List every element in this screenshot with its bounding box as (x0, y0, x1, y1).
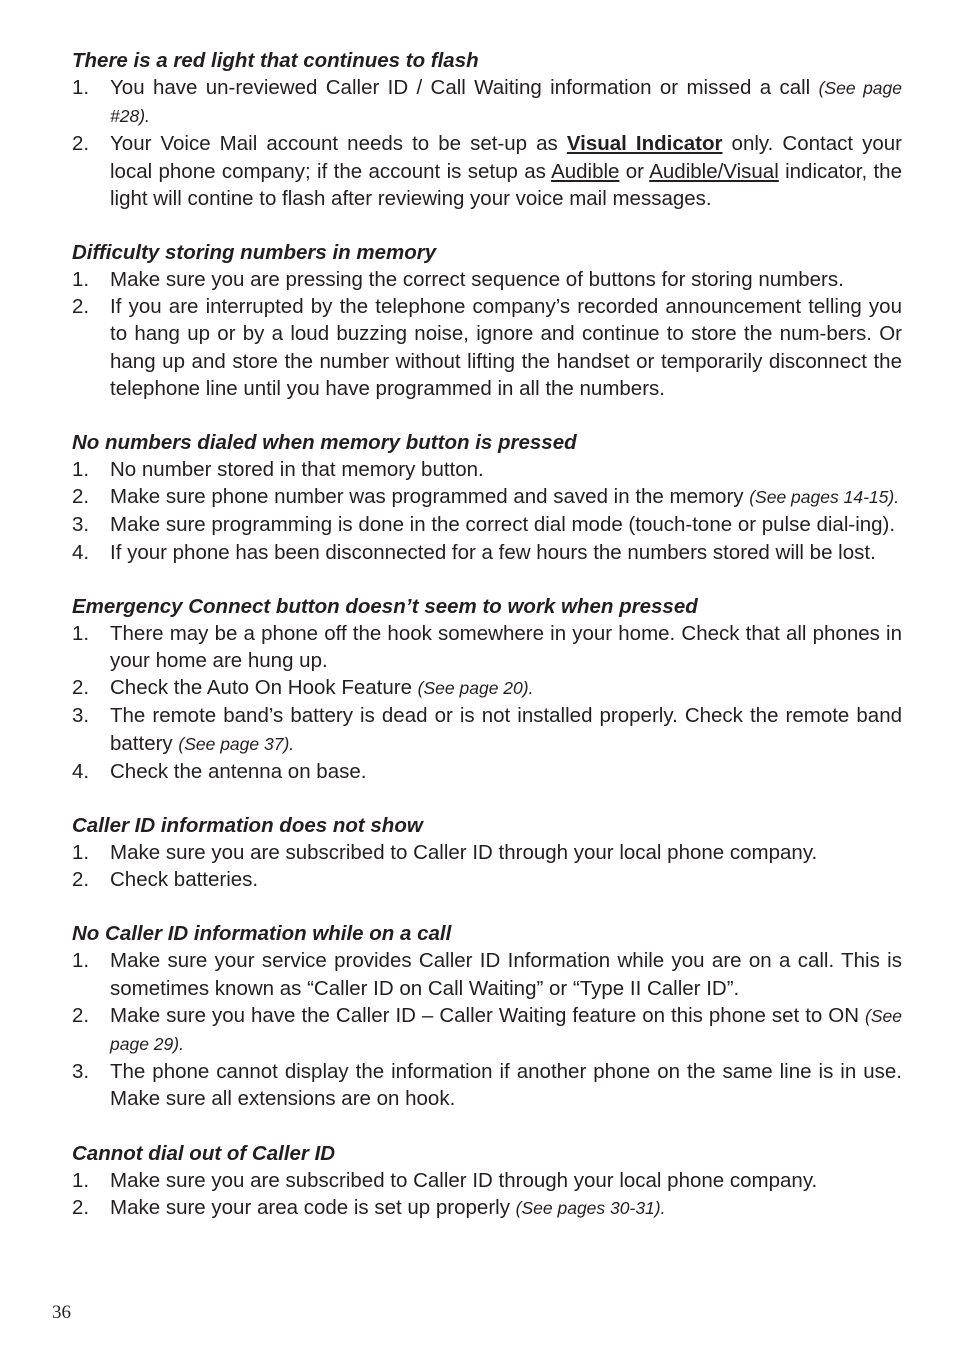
page-reference: (See pages 30-31). (515, 1197, 666, 1218)
item-text: only. Contact your local phone company; if the account is setup as (110, 132, 902, 183)
item-number: 1. (72, 1168, 90, 1192)
list-item (72, 511, 902, 538)
troubleshooting-section (72, 812, 902, 893)
section-heading: There is a red light that continues to flash (72, 49, 479, 72)
troubleshooting-section (72, 239, 902, 402)
section-heading: No numbers dialed when memory button is pressed (72, 431, 577, 455)
troubleshooting-section (72, 920, 902, 1112)
troubleshooting-content (72, 47, 902, 1249)
item-number: 4. (72, 759, 90, 783)
list-item (72, 266, 902, 293)
item-text: Make sure you have the Caller ID – Caller Waiting feature on this phone set to ON (110, 1003, 866, 1027)
list-item (72, 1167, 902, 1194)
item-text: indicator, the light will contine to flash after reviewing your voice mail messages. (110, 159, 902, 210)
list-item (72, 293, 902, 402)
list-item (72, 620, 902, 674)
item-list (72, 1167, 902, 1222)
section-heading: Emergency Connect button doesn’t seem to work when pressed (72, 594, 698, 618)
list-item (72, 1058, 902, 1112)
list-item (72, 947, 902, 1001)
item-number: 1. (72, 621, 90, 645)
item-list (72, 839, 902, 893)
list-item (72, 130, 902, 212)
emphasized-text: Audible (551, 159, 620, 183)
troubleshooting-section (72, 429, 902, 566)
item-number: 2. (72, 485, 90, 509)
list-item (72, 483, 902, 511)
list-item (72, 539, 902, 566)
list-item (72, 839, 902, 866)
page-number: 36 (52, 1302, 71, 1323)
list-item (72, 758, 902, 785)
item-list (72, 74, 902, 212)
item-number: 1. (72, 841, 90, 865)
item-text: Make sure your service provides Caller ID Information while you are on a call. This is sometimes known as “Caller ID on Call Waiting” or “Type II Caller ID”. (110, 949, 902, 1000)
troubleshooting-section (72, 47, 902, 212)
list-item (72, 74, 902, 130)
item-number: 1. (72, 949, 90, 973)
item-list (72, 266, 902, 402)
item-text: If your phone has been disconnected for a few hours the numbers stored will be lost. (110, 540, 876, 564)
emphasized-text: Visual Indicator (566, 132, 723, 156)
list-item (72, 1002, 902, 1058)
item-number: 1. (72, 76, 90, 99)
item-list (72, 620, 902, 785)
list-item (72, 674, 902, 702)
page-reference: (See page #28). (110, 78, 903, 127)
section-heading: Cannot dial out of Caller ID (72, 1141, 336, 1165)
sections-container (72, 47, 902, 1222)
item-text: You have un-reviewed Caller ID / Call Waiting information or missed a call (110, 76, 819, 99)
item-text: Make sure your area code is set up properly (110, 1195, 516, 1219)
item-text: There may be a phone off the hook somewhere in your home. Check that all phones in your home are hung up. (110, 621, 902, 673)
section-heading: No Caller ID information while on a call (72, 922, 452, 946)
item-number: 2. (72, 676, 90, 700)
item-text: If you are interrupted by the telephone company’s recorded announcement telling you to hang up or by a loud buzzing noise, ignore and continue to store the num-bers. Or hang up and store the number without lifting the handset or temporarily disconnect the telephone line until you have programmed in all the numbers. (110, 295, 902, 400)
section-heading: Caller ID information does not show (72, 814, 423, 838)
item-number: 2. (72, 132, 90, 156)
item-number: 2. (72, 868, 90, 892)
item-text: Your Voice Mail account needs to be set-up as (110, 132, 567, 156)
item-list (72, 456, 902, 566)
item-number: 1. (72, 268, 90, 292)
page-reference: (See pages 14-15). (749, 487, 900, 508)
item-text: or (619, 159, 650, 183)
item-text: Check batteries. (110, 868, 259, 892)
list-item (72, 1194, 902, 1222)
item-number: 3. (72, 704, 90, 728)
item-number: 2. (72, 1003, 90, 1027)
item-number: 4. (72, 540, 90, 564)
page-reference: (See page 29). (110, 1005, 902, 1055)
page-reference: (See page 37). (178, 733, 295, 754)
item-number: 2. (72, 295, 90, 319)
item-text: No number stored in that memory button. (110, 458, 484, 482)
item-number: 2. (72, 1195, 90, 1219)
troubleshooting-section (72, 1140, 902, 1222)
item-text: Make sure you are pressing the correct sequence of buttons for storing numbers. (110, 268, 844, 292)
item-text: The phone cannot display the information if another phone on the same line is in use. Make sure all extensions are on hook. (110, 1060, 902, 1111)
section-heading: Difficulty storing numbers in memory (72, 241, 437, 265)
item-text: Make sure you are subscribed to Caller ID through your local phone company. (110, 841, 818, 865)
item-text: The remote band’s battery is dead or is not installed properly. Check the remote band battery (110, 704, 902, 755)
item-number: 1. (72, 458, 90, 482)
item-text: Make sure phone number was programmed and saved in the memory (110, 485, 750, 509)
page-reference: (See page 20). (417, 678, 534, 699)
item-number: 3. (72, 513, 90, 537)
list-item (72, 702, 902, 757)
item-list (72, 947, 902, 1112)
item-text: Make sure you are subscribed to Caller ID through your local phone company. (110, 1168, 818, 1192)
item-text: Make sure programming is done in the correct dial mode (touch-tone or pulse dial-ing). (110, 513, 896, 537)
troubleshooting-section (72, 593, 902, 785)
item-text: Check the Auto On Hook Feature (110, 676, 418, 700)
item-text: Check the antenna on base. (110, 759, 367, 783)
emphasized-text: Audible/Visual (649, 159, 779, 183)
list-item (72, 866, 902, 893)
item-number: 3. (72, 1060, 90, 1084)
list-item (72, 456, 902, 483)
